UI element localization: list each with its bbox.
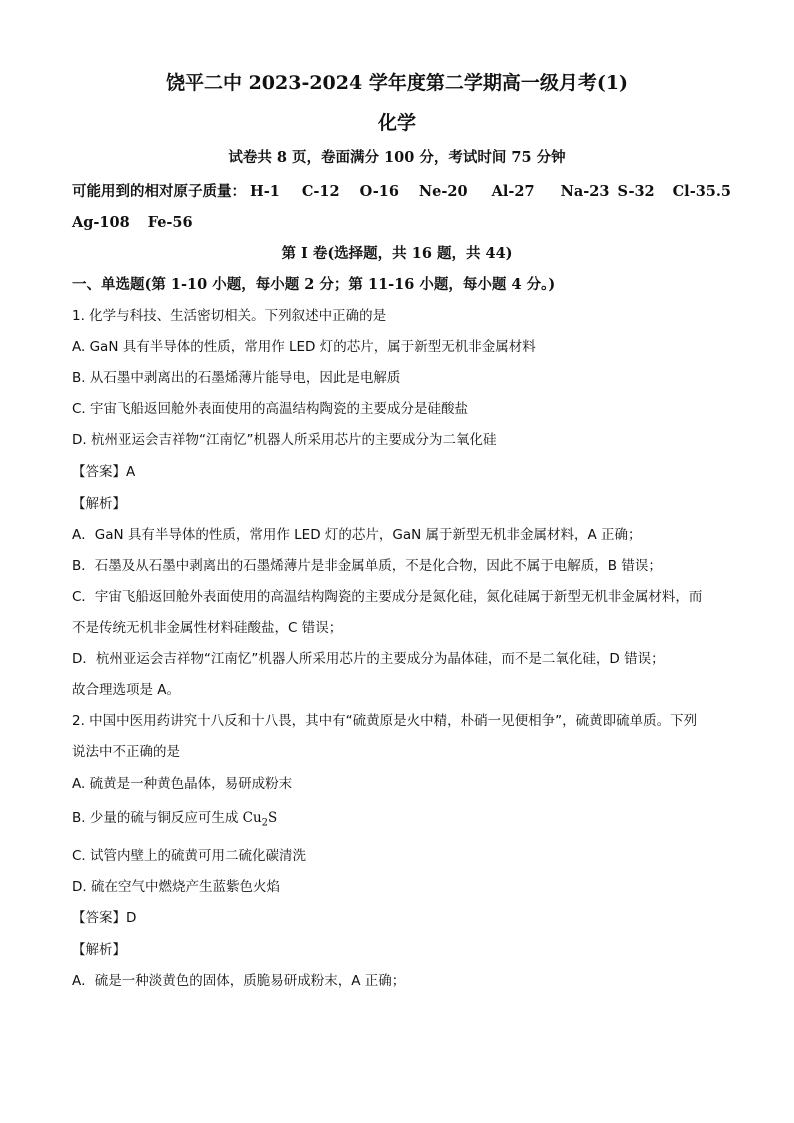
exam-title: 饶平二中 2023-2024 学年度第二学期高一级月考(1) bbox=[165, 72, 629, 94]
atomic-mass-item: Al-27 bbox=[491, 183, 535, 200]
formula-element: S bbox=[268, 810, 278, 826]
atomic-mass-row-2 bbox=[72, 213, 211, 233]
atomic-mass-item: Ag-108 bbox=[72, 214, 130, 231]
question-1-option-c: C. 宇宙飞船返回舱外表面使用的高温结构陶瓷的主要成分是硅酸盐 bbox=[72, 401, 469, 417]
atomic-mass-row-1 bbox=[72, 182, 731, 202]
atomic-mass-item: Cl-35.5 bbox=[672, 183, 732, 200]
exam-info: 试卷共 8 页，卷面满分 100 分，考试时间 75 分钟 bbox=[228, 149, 566, 166]
question-1-explanation-b: B．石墨及从石墨中剥离出的石墨烯薄片是非金属单质，不是化合物，因此不属于电解质，B 错误； bbox=[72, 558, 662, 574]
question-1-option-b: B. 从石墨中剥离出的石墨烯薄片能导电，因此是电解质 bbox=[72, 370, 401, 386]
atomic-mass-item: Na-23 bbox=[560, 183, 610, 200]
question-2-option-b-text: B. 少量的硫与铜反应可生成 bbox=[72, 810, 243, 826]
atomic-mass-label: 可能用到的相对原子质量： bbox=[72, 183, 246, 200]
formula-subscript: 2 bbox=[261, 817, 269, 829]
question-2-option-d: D. 硫在空气中燃烧产生蓝紫色火焰 bbox=[72, 879, 280, 895]
question-1-explanation-d: D．杭州亚运会吉祥物“江南忆”机器人所采用芯片的主要成分为晶体硅，而不是二氧化硅，D 错误； bbox=[72, 651, 665, 667]
question-1-answer: 【答案】A bbox=[72, 464, 136, 480]
question-2-stem: 2. 中国中医用药讲究十八反和十八畏，其中有“硫黄原是火中精，朴硝一见便相争”，硫黄即硫单质。下列 bbox=[72, 713, 698, 729]
part-a-title: 一、单选题(第 1-10 小题，每小题 2 分；第 11-16 小题，每小题 4 分。) bbox=[72, 276, 556, 293]
atomic-mass-item: O-16 bbox=[359, 183, 399, 200]
question-2-answer: 【答案】D bbox=[72, 910, 137, 926]
question-1-option-a: A. GaN 具有半导体的性质，常用作 LED 灯的芯片，属于新型无机非金属材料 bbox=[72, 339, 536, 355]
atomic-mass-item: S-32 bbox=[617, 183, 655, 200]
question-2-analysis-label: 【解析】 bbox=[72, 942, 126, 958]
atomic-mass-item: C-12 bbox=[301, 183, 340, 200]
formula-element: Cu bbox=[242, 810, 262, 826]
subject-title: 化学 bbox=[377, 112, 416, 134]
question-2-option-a: A. 硫黄是一种黄色晶体，易研成粉末 bbox=[72, 776, 293, 792]
question-2-option-b bbox=[72, 808, 277, 834]
copper-sulfide-formula bbox=[242, 810, 278, 829]
question-2-option-c: C. 试管内壁上的硫黄可用二硫化碳清洗 bbox=[72, 848, 307, 864]
question-1-conclusion: 故合理选项是 A。 bbox=[72, 682, 181, 698]
atomic-mass-item: Fe-56 bbox=[147, 214, 193, 231]
section-title: 第 I 卷(选择题，共 16 题，共 44) bbox=[281, 245, 513, 262]
atomic-mass-item: H-1 bbox=[250, 183, 280, 200]
atomic-mass-item: Ne-20 bbox=[418, 183, 468, 200]
question-1-stem: 1. 化学与科技、生活密切相关。下列叙述中正确的是 bbox=[72, 308, 387, 324]
question-1-analysis-label: 【解析】 bbox=[72, 496, 126, 512]
question-1-option-d: D. 杭州亚运会吉祥物“江南忆”机器人所采用芯片的主要成分为二氧化硅 bbox=[72, 432, 497, 448]
question-1-explanation-a: A．GaN 具有半导体的性质，常用作 LED 灯的芯片，GaN 属于新型无机非金属材料，A 正确； bbox=[72, 527, 642, 543]
question-1-explanation-c: C．宇宙飞船返回舱外表面使用的高温结构陶瓷的主要成分是氮化硅，氮化硅属于新型无机非金属材料，而 bbox=[72, 589, 703, 605]
question-2-explanation-a: A．硫是一种淡黄色的固体，质脆易研成粉末，A 正确； bbox=[72, 973, 406, 989]
question-2-stem-cont: 说法中不正确的是 bbox=[72, 744, 180, 760]
question-1-explanation-c-cont: 不是传统无机非金属性材料硅酸盐，C 错误； bbox=[72, 620, 343, 636]
